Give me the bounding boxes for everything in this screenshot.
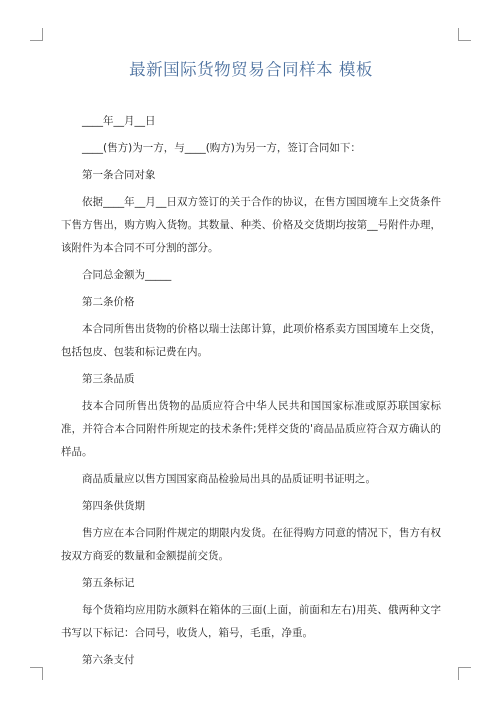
section-paragraph: 售方应在本合同附件规定的期限内发货。在征得购方同意的情况下，售方有权按双方商妥的数量和金额提前交货。: [61, 527, 441, 562]
section-heading: 第一条合同对象: [82, 169, 156, 181]
crop-mark-bottom-left: [30, 667, 43, 680]
date-line: ____年__月__日: [82, 115, 156, 127]
section-heading: 第三条品质: [82, 373, 135, 385]
section-paragraph: 技本合同所售出货物的品质应符合中华人民共和国国家标准或原苏联国家标准，并符合本合同附件所规定的技术条件;凭样交货的'商品品质应符合双方确认的样品。: [61, 400, 441, 458]
section-paragraph: 依据____年__月__日双方签订的关于合作的协议，在售方国国境车上交货条件下售方售出，购方购入货物。其数量、种类、价格及交货期均按第__号附件办理，该附件为本合同不可分割的部分。: [61, 196, 441, 254]
section-heading: 第二条价格: [82, 296, 135, 308]
section-paragraph: 本合同所售出货物的价格以瑞士法郎计算，此项价格系卖方国国境车上交货，包括包皮、包装和标记费在内。: [61, 323, 441, 358]
parties-line: ____(售方)为一方，与____(购方)为另一方，签订合同如下：: [82, 142, 361, 154]
document-page: [61, 58, 441, 676]
crop-mark-top-left: [30, 28, 43, 41]
crop-mark-bottom-right: [458, 667, 471, 680]
section-heading: 第六条支付: [82, 654, 135, 666]
section-paragraph: 合同总金额为_____: [82, 269, 172, 281]
section-paragraph: 每个货箱均应用防水颜料在箱体的三面(上面，前面和左右)用英、俄两种文字书写以下标记：合同号，收货人，箱号，毛重，净重。: [61, 604, 441, 639]
section-heading: 第五条标记: [82, 577, 135, 589]
section-heading: 第四条供货期: [82, 500, 145, 512]
document-title: 最新国际货物贸易合同样本 模板: [129, 60, 373, 79]
section-paragraph: 商品质量应以售方国国家商品检验局出具的品质证明书证明之。: [82, 473, 376, 485]
crop-mark-top-right: [458, 28, 471, 41]
